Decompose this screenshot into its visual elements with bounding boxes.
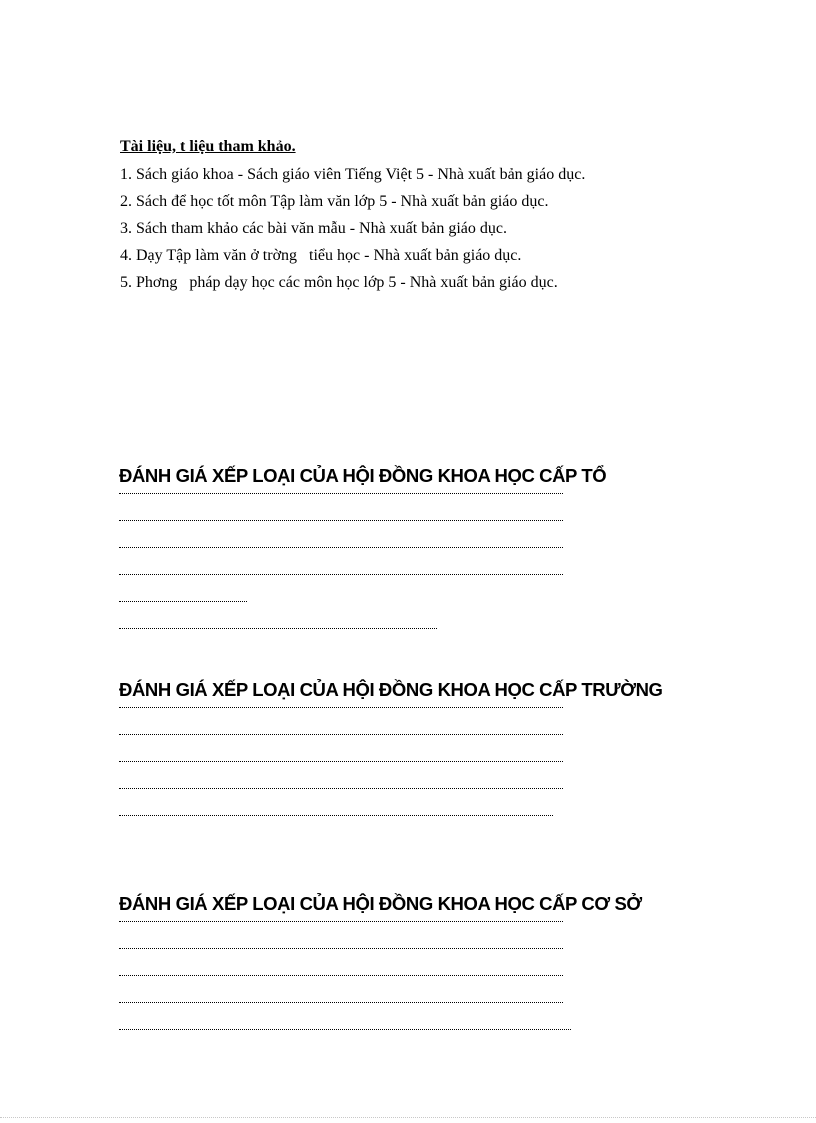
blank-dotted-line [119, 628, 437, 629]
blank-dotted-line [119, 574, 563, 575]
blank-dotted-line [119, 948, 563, 949]
references-list [120, 161, 740, 296]
evaluation-title: ĐÁNH GIÁ XẾP LOẠI CỦA HỘI ĐỒNG KHOA HỌC CẤP TỔ [119, 465, 607, 486]
reference-item: 5. Phơng pháp dạy học các môn học lớp 5 - Nhà xuất bản giáo dục. [120, 274, 558, 291]
references-title: Tài liệu, t liệu tham khảo. [120, 138, 296, 155]
blank-dotted-line [119, 1002, 563, 1003]
blank-dotted-line [119, 975, 563, 976]
reference-item: 3. Sách tham khảo các bài văn mẫu - Nhà xuất bản giáo dục. [120, 220, 507, 237]
blank-dotted-line [119, 520, 563, 521]
evaluation-section-school [119, 678, 779, 816]
evaluation-title: ĐÁNH GIÁ XẾP LOẠI CỦA HỘI ĐỒNG KHOA HỌC CẤP CƠ SỞ [119, 893, 642, 914]
reference-item: 1. Sách giáo khoa - Sách giáo viên Tiếng Việt 5 - Nhà xuất bản giáo dục. [120, 166, 586, 183]
blank-dotted-line [119, 493, 563, 494]
evaluation-section-group [119, 464, 779, 629]
reference-item: 4. Dạy Tập làm văn ở trờng tiểu học - Nhà xuất bản giáo dục. [120, 247, 522, 264]
blank-dotted-line [119, 815, 553, 816]
blank-dotted-line [119, 707, 563, 708]
references-section [120, 137, 740, 296]
evaluation-title: ĐÁNH GIÁ XẾP LOẠI CỦA HỘI ĐỒNG KHOA HỌC CẤP TRƯỜNG [119, 679, 663, 700]
blank-dotted-line [119, 761, 563, 762]
blank-dotted-line [119, 1029, 571, 1030]
blank-dotted-line [119, 734, 563, 735]
evaluation-section-base [119, 892, 779, 1030]
page-edge-divider [0, 1117, 816, 1118]
blank-dotted-line [119, 547, 563, 548]
blank-dotted-line [119, 921, 563, 922]
blank-dotted-line [119, 788, 563, 789]
blank-dotted-line [119, 601, 247, 602]
reference-item: 2. Sách để học tốt môn Tập làm văn lớp 5 - Nhà xuất bản giáo dục. [120, 193, 549, 210]
